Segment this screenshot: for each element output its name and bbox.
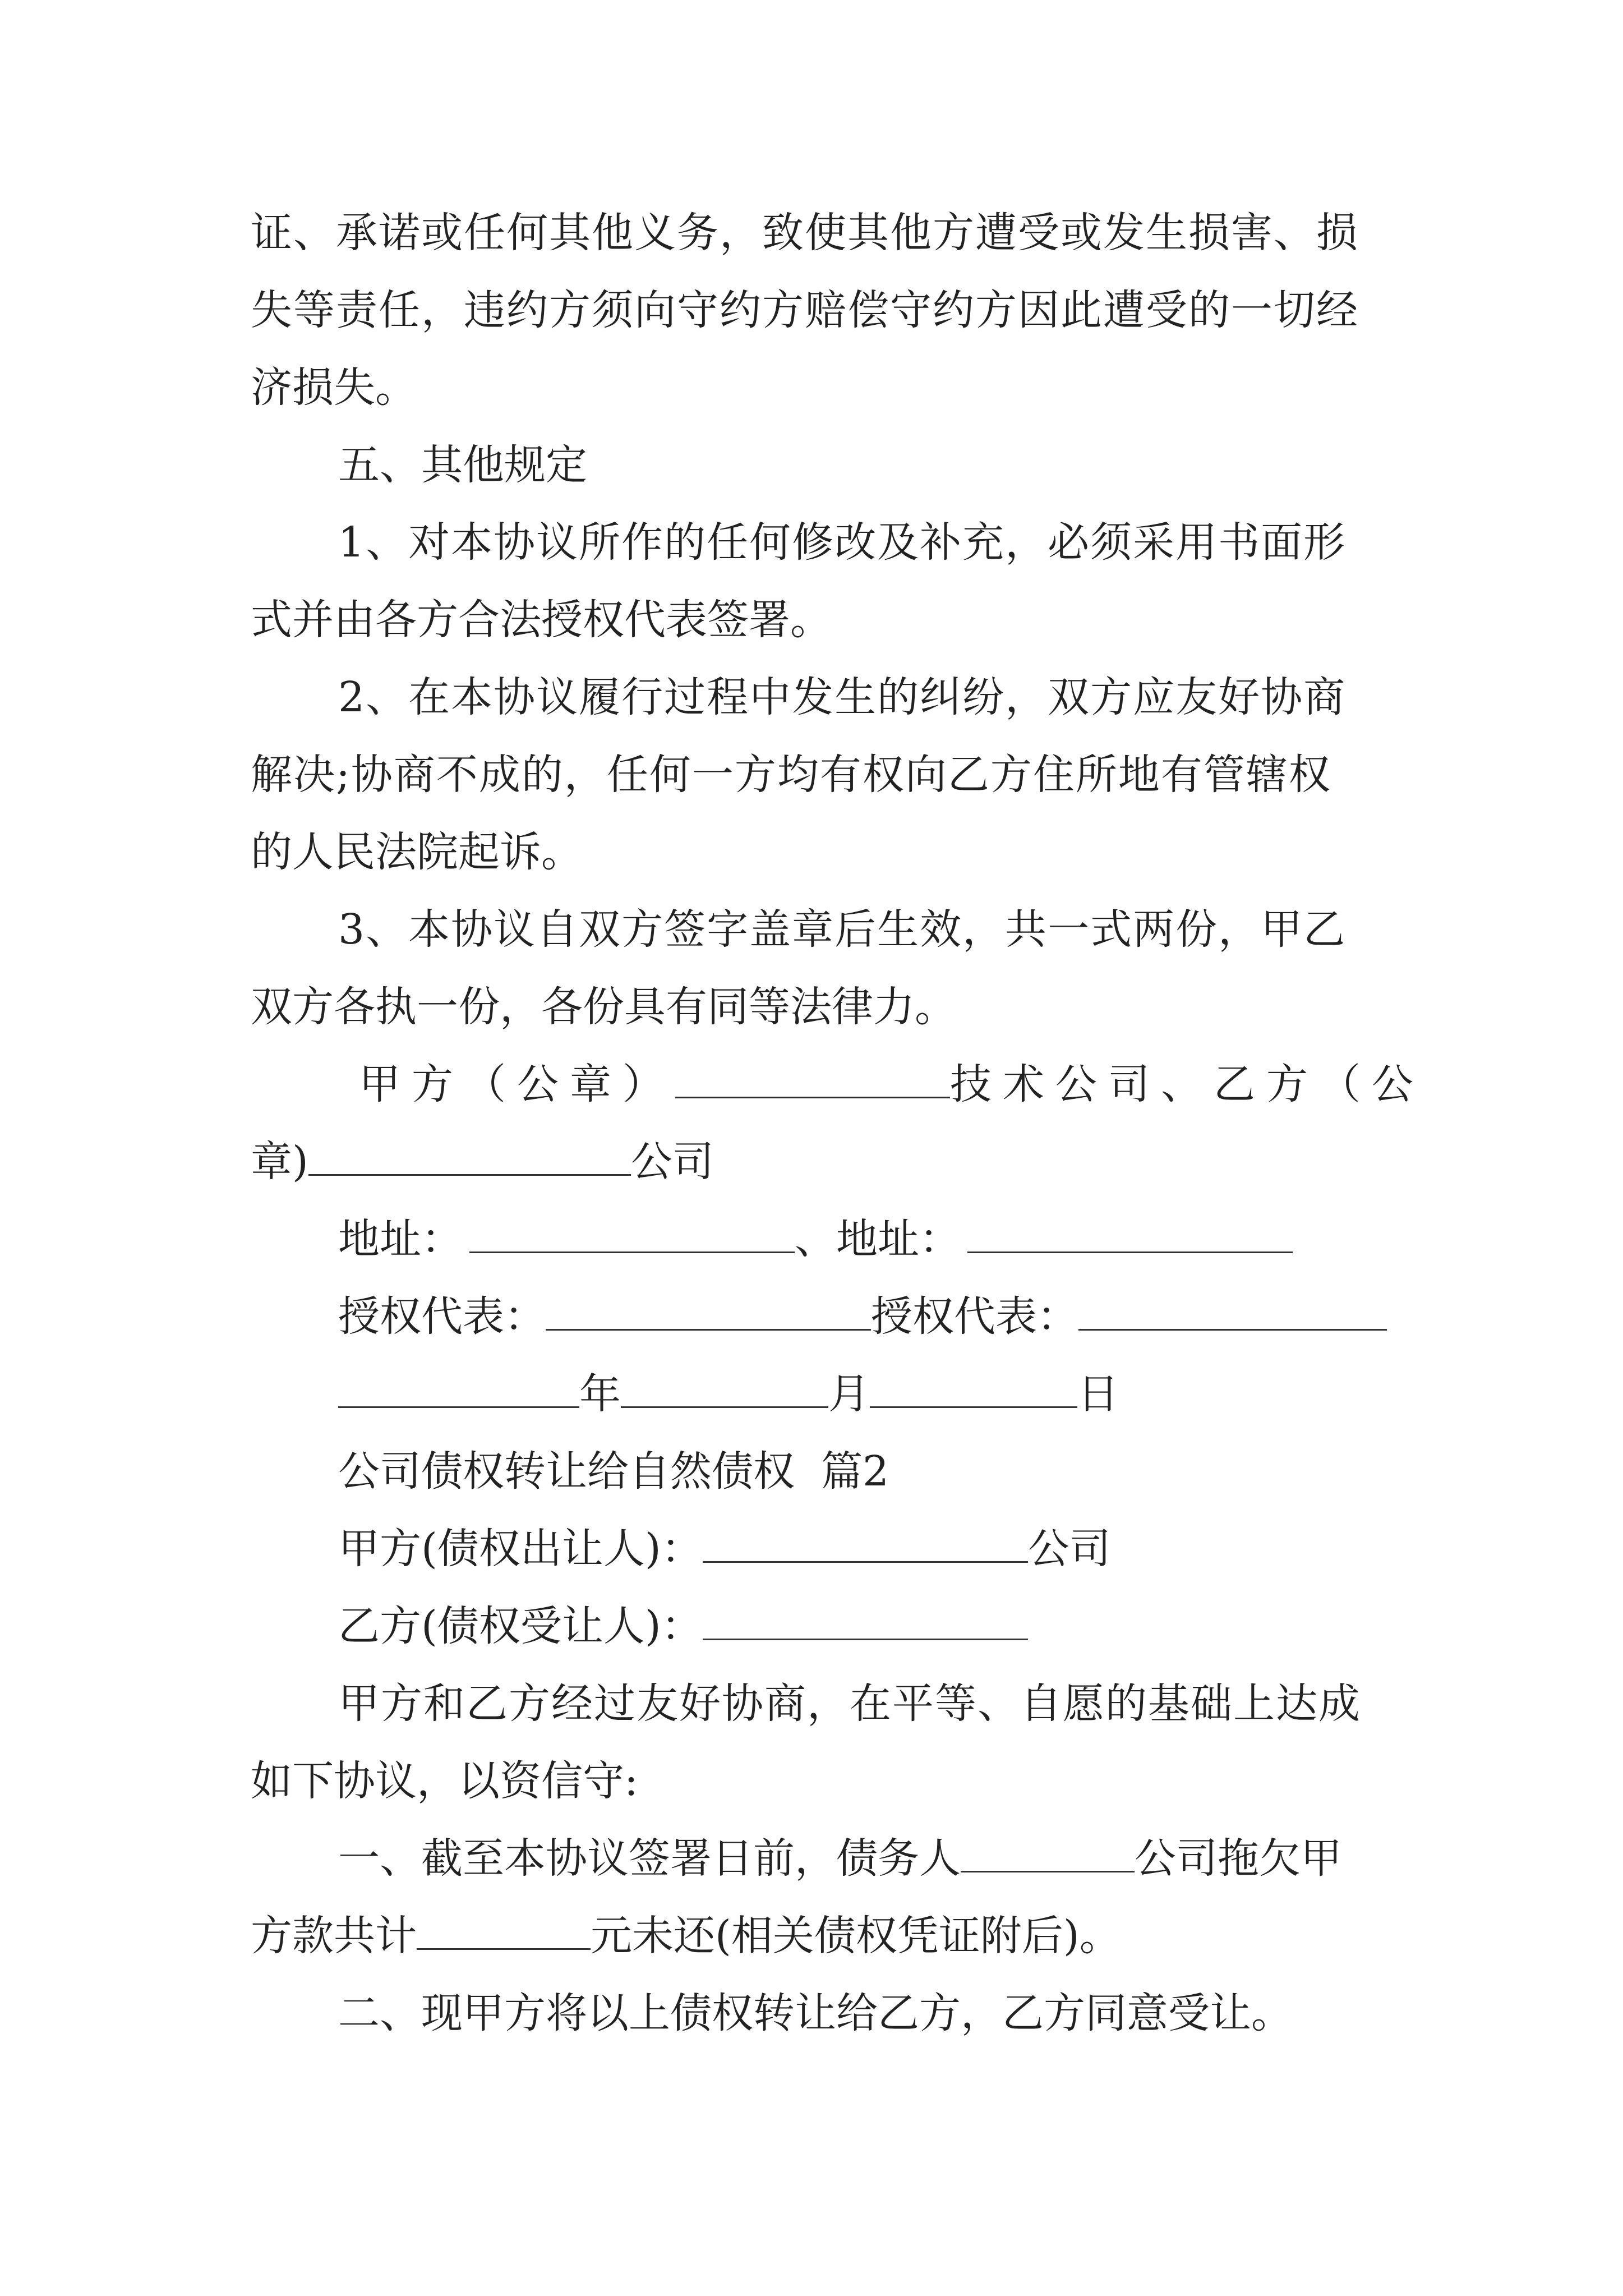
transferee-line — [338, 1601, 1028, 1651]
blank-line — [621, 1372, 828, 1408]
blank-line — [469, 1217, 795, 1253]
section-heading: 五、其他规定 — [338, 441, 587, 489]
party-b-label: 章) — [251, 1138, 308, 1186]
party-a-label: 甲方（公章） — [359, 1060, 675, 1108]
blank-line — [703, 1526, 1028, 1563]
transferor-suffix: 公司 — [1027, 1525, 1111, 1573]
paragraph-line: 2、在本协议履行过程中发生的纠纷，双方应友好协商 — [338, 673, 1347, 721]
clause-line — [338, 1833, 1342, 1884]
clause-line — [251, 1911, 1121, 1961]
paragraph-line: 的人民法院起诉。 — [251, 828, 583, 876]
year-label: 年 — [579, 1370, 621, 1418]
paragraph-line: 二、现甲方将以上债权转让给乙方，乙方同意受让。 — [338, 1989, 1293, 2037]
party-b-company: 公司 — [630, 1138, 714, 1186]
transferor-line — [338, 1524, 1111, 1574]
paragraph-line: 3、本协议自双方签字盖章后生效，共一式两份，甲乙 — [338, 905, 1347, 954]
paragraph-line: 济损失。 — [251, 364, 417, 412]
blank-line — [961, 1836, 1135, 1872]
month-label: 月 — [828, 1370, 870, 1418]
clause1-text-b: 公司拖欠甲 — [1135, 1834, 1342, 1883]
rep-a-label: 授权代表： — [338, 1292, 546, 1341]
transferor-label: 甲方(债权出让人)： — [338, 1525, 703, 1573]
blank-line — [546, 1294, 871, 1331]
paragraph-line: 如下协议，以资信守: — [251, 1757, 638, 1805]
address-b-label: 、地址： — [795, 1215, 961, 1263]
paragraph-line: 式并由各方合法授权代表签署。 — [251, 596, 832, 644]
article-title: 公司债权转让给自然债权 篇2 — [338, 1447, 889, 1496]
clause1-text-d: 元未还(相关债权凭证附后)。 — [591, 1912, 1121, 1960]
blank-line — [870, 1372, 1077, 1408]
rep-b-label: 授权代表： — [871, 1292, 1078, 1341]
blank-line — [338, 1372, 579, 1408]
paragraph-line: 证、承诺或任何其他义务，致使其他方遭受或发生损害、损 — [251, 209, 1359, 257]
clause1-text-a: 一、截至本协议签署日前，债务人 — [338, 1834, 961, 1883]
address-line — [338, 1214, 1293, 1264]
blank-line — [967, 1217, 1293, 1253]
paragraph-line: 解决;协商不成的，任何一方均有权向乙方住所地有管辖权 — [251, 751, 1331, 799]
paragraph-line: 失等责任，违约方须向守约方赔偿守约方因此遭受的一切经 — [251, 286, 1359, 334]
paragraph-line: 1、对本协议所作的任何修改及补充，必须采用书面形 — [338, 518, 1347, 567]
party-a-company: 技术公司、乙方（公 — [950, 1060, 1424, 1108]
paragraph-line: 甲方和乙方经过友好协商，在平等、自愿的基础上达成 — [338, 1680, 1361, 1728]
day-label: 日 — [1077, 1370, 1119, 1418]
blank-line — [1078, 1294, 1387, 1331]
signature-party-a — [359, 1059, 1424, 1110]
paragraph-line: 双方各执一份，各份具有同等法律力。 — [251, 983, 956, 1031]
blank-line — [308, 1139, 631, 1176]
blank-line — [417, 1913, 591, 1950]
representative-line — [338, 1291, 1387, 1342]
blank-line — [703, 1604, 1028, 1640]
blank-line — [675, 1062, 950, 1098]
clause1-text-c: 方款共计 — [251, 1912, 417, 1960]
transferee-label: 乙方(债权受让人)： — [338, 1602, 703, 1650]
signature-party-b — [251, 1137, 714, 1187]
address-a-label: 地址： — [338, 1215, 463, 1263]
date-line — [338, 1369, 1119, 1419]
